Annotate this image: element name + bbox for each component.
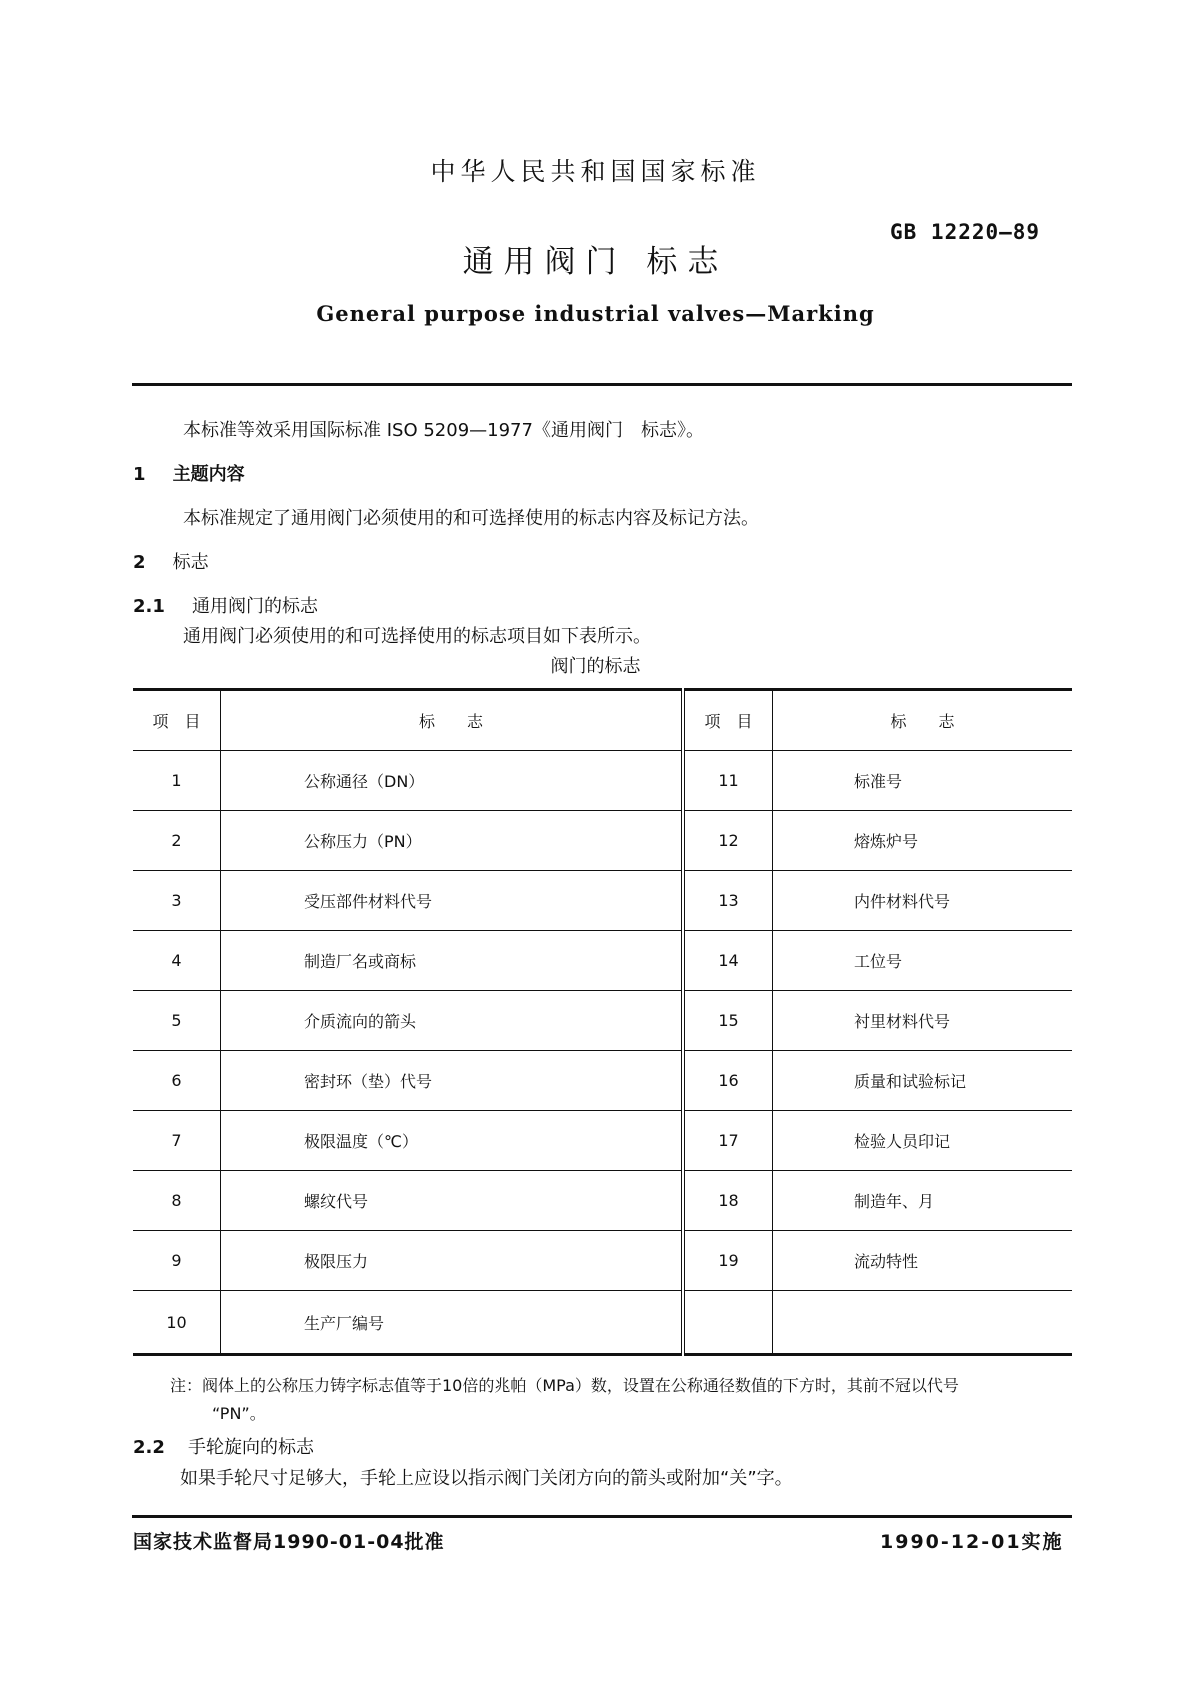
cell-mark: 极限温度（℃） [221,1111,684,1171]
cell-item: 6 [133,1051,221,1111]
cell-mark-2: 制造年、月 [773,1171,1073,1231]
cell-mark: 公称通径（DN） [221,751,684,811]
cell-mark: 密封环（垫）代号 [221,1051,684,1111]
table-row [133,1291,1072,1355]
cell-mark-2: 衬里材料代号 [773,991,1073,1051]
header-item-2: 项 目 [683,690,773,751]
cell-mark-2: 标准号 [773,751,1073,811]
cell-item: 8 [133,1171,221,1231]
cell-item-2: 17 [683,1111,773,1171]
section-2-heading [133,548,209,574]
section-1-text: 本标准规定了通用阀门必须使用的和可选择使用的标志内容及标记方法。 [183,508,759,529]
intro-paragraph: 本标准等效采用国际标准 ISO 5209—1977《通用阀门 标志》。 [183,420,704,441]
table-caption: 阀门的标志 [550,656,641,677]
cell-item: 9 [133,1231,221,1291]
cell-item-2: 11 [683,751,773,811]
cell-mark: 公称压力（PN） [221,811,684,871]
section-2-2-text: 如果手轮尺寸足够大，手轮上应设以指示阀门关闭方向的箭头或附加“关”字。 [180,1468,793,1489]
cell-mark-2: 检验人员印记 [773,1111,1073,1171]
cell-item-2 [683,1291,773,1355]
section-number: 2.1 [133,596,165,617]
table-row [133,931,1072,991]
header-item: 项 目 [133,690,221,751]
approval-line: 国家技术监督局1990-01-04批准 [133,1531,445,1553]
cell-item-2: 16 [683,1051,773,1111]
table-header-row [133,690,1072,751]
table-row [133,991,1072,1051]
table-row [133,751,1072,811]
standard-code: GB 12220—89 [890,220,1041,244]
cell-item: 1 [133,751,221,811]
valve-marking-table [133,688,1072,1356]
note-line-2: “PN”。 [212,1404,266,1423]
section-title: 通用阀门的标志 [191,596,318,617]
cell-mark: 制造厂名或商标 [221,931,684,991]
cell-item: 3 [133,871,221,931]
cell-mark: 介质流向的箭头 [221,991,684,1051]
cell-item-2: 15 [683,991,773,1051]
cell-mark-2 [773,1291,1073,1355]
cell-mark: 螺纹代号 [221,1171,684,1231]
cell-mark-2: 内件材料代号 [773,871,1073,931]
cell-item-2: 13 [683,871,773,931]
footer-rule [132,1515,1072,1518]
cell-item-2: 14 [683,931,773,991]
cell-item-2: 12 [683,811,773,871]
header-mark-2: 标 志 [773,690,1073,751]
cell-mark-2: 流动特性 [773,1231,1073,1291]
document-title-chinese: 通用阀门 标志 [462,244,729,280]
cell-item: 10 [133,1291,221,1355]
header-mark: 标 志 [221,690,684,751]
header-rule [132,383,1072,386]
section-1-heading [133,460,245,486]
cell-item-2: 19 [683,1231,773,1291]
section-2-2-heading [133,1433,314,1459]
table-row [133,871,1072,931]
table-row [133,811,1072,871]
cell-mark: 极限压力 [221,1231,684,1291]
issuing-country-header: 中华人民共和国国家标准 [430,157,761,186]
cell-mark-2: 工位号 [773,931,1073,991]
document-title-english: General purpose industrial valves—Marking [316,301,875,326]
section-number: 2.2 [133,1437,165,1458]
cell-item: 4 [133,931,221,991]
table-row [133,1111,1072,1171]
cell-mark-2: 质量和试验标记 [773,1051,1073,1111]
cell-mark-2: 熔炼炉号 [773,811,1073,871]
cell-item: 5 [133,991,221,1051]
section-number: 2 [133,552,146,573]
cell-mark: 生产厂编号 [221,1291,684,1355]
section-title: 主题内容 [172,464,245,485]
table-row [133,1231,1072,1291]
section-2-1-text: 通用阀门必须使用的和可选择使用的标志项目如下表所示。 [183,626,651,647]
section-number: 1 [133,464,146,485]
cell-item: 2 [133,811,221,871]
section-title: 手轮旋向的标志 [187,1437,314,1458]
section-2-1-heading [133,592,318,618]
section-title: 标志 [172,552,209,573]
table-row [133,1051,1072,1111]
table-note [170,1372,1080,1428]
cell-item: 7 [133,1111,221,1171]
effective-date-line: 1990-12-01实施 [880,1531,1064,1553]
table-row [133,1171,1072,1231]
note-line-1: 注：阀体上的公称压力铸字标志值等于10倍的兆帕（MPa）数，设置在公称通径数值的下方时，其前不冠以代号 [170,1376,959,1395]
cell-mark: 受压部件材料代号 [221,871,684,931]
cell-item-2: 18 [683,1171,773,1231]
